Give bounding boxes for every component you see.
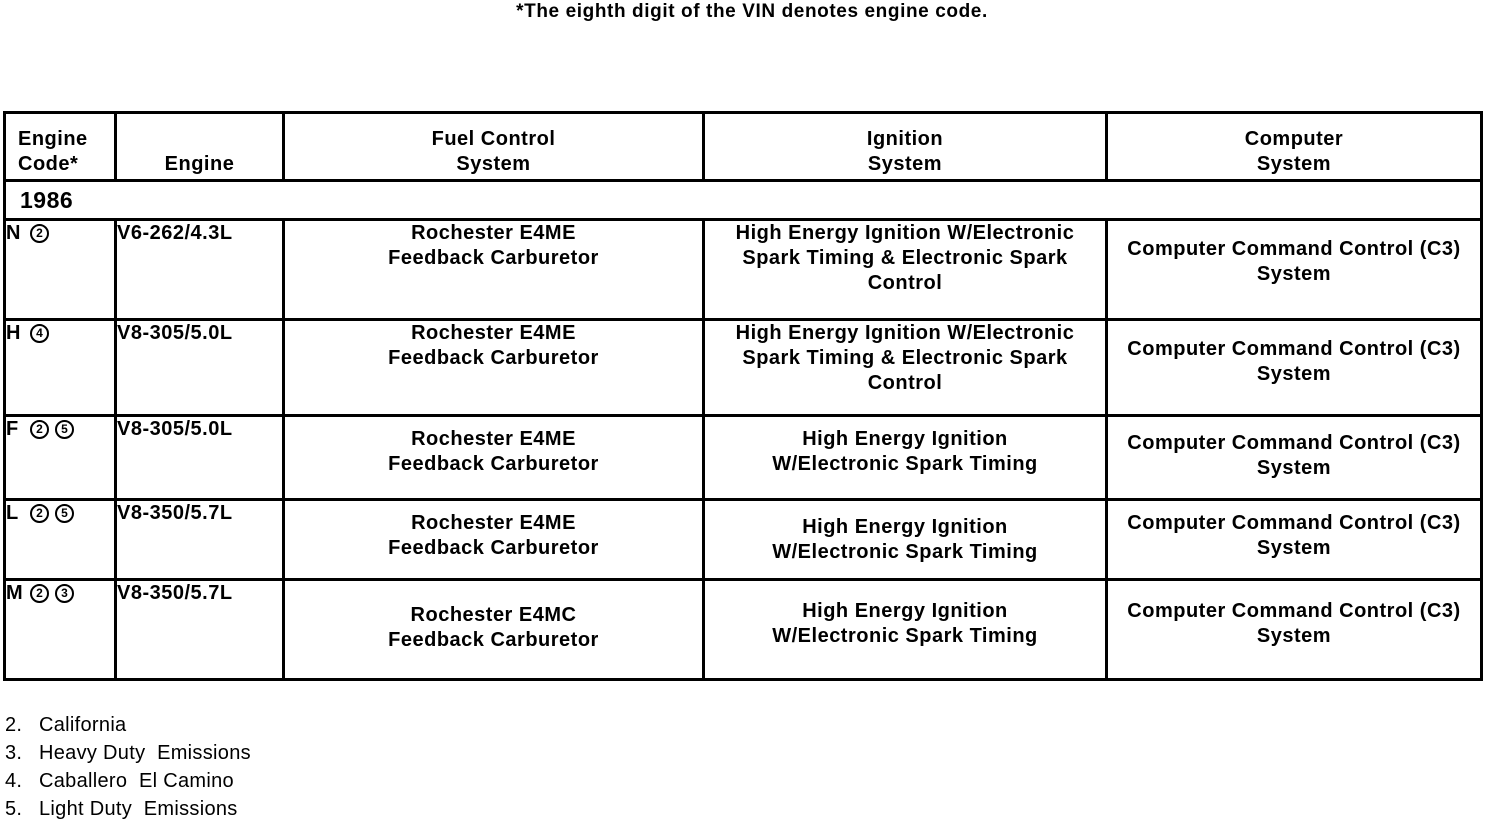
computer-cell-line: System [1256,625,1332,647]
table-row [5,500,1482,580]
ignition-cell-line: W/Electronic Spark Timing [772,453,1038,475]
ignition-cell-line: W/Electronic Spark Timing [772,625,1038,647]
fuel-control-cell-line: Feedback Carburetor [388,453,599,475]
computer-cell-line: Computer Command Control (C3) [1127,512,1461,534]
fuel-control-cell-line: Feedback Carburetor [388,347,599,369]
engine-code-cell [5,416,116,500]
engine-code-cell [5,500,116,580]
ignition-cell-line: Spark Timing & Electronic Spark [742,247,1068,269]
fuel-control-cell-line: Feedback Carburetor [388,629,599,651]
ignition-cell-line: High Energy Ignition W/Electronic [735,322,1075,344]
computer-cell-line: Computer Command Control (C3) [1127,432,1461,454]
engine-code-cell [5,220,116,320]
ignition-cell [704,220,1107,320]
footnote-ref-icon: 3 [55,584,74,603]
table-row [5,220,1482,320]
ignition-cell-line: High Energy Ignition [802,516,1008,538]
header-ignition-line2: System [867,153,943,175]
ignition-cell-line: High Energy Ignition [802,428,1008,450]
engine-code: L [6,502,19,524]
computer-cell [1107,500,1482,580]
engine-code-cell [5,580,116,680]
header-computer-line1: Computer [1244,128,1344,150]
header-engine-code-line1: Engine [18,128,88,150]
ignition-cell-line: Control [867,372,943,394]
footnote-ref-icon: 4 [30,324,49,343]
header-engine [116,113,284,181]
fuel-control-cell [284,220,704,320]
fuel-control-cell-line: Rochester E4ME [411,222,576,244]
footnote-number: 5. [5,798,23,820]
engine-code: N [6,222,21,244]
fuel-control-cell-line: Rochester E4MC [410,604,577,626]
footnote-ref-icon: 2 [30,224,49,243]
footnote-item [5,767,251,795]
vin-note: *The eighth digit of the VIN denotes engine code. [516,1,988,22]
footnote-ref-icon: 2 [30,584,49,603]
engine-code: M [6,582,24,604]
ignition-cell-line: High Energy Ignition [802,600,1008,622]
engine-cell: V8-350/5.7L [116,580,284,680]
fuel-control-cell [284,500,704,580]
header-engine-code [5,113,116,181]
header-fuel-line2: System [456,153,531,175]
computer-cell-line: Computer Command Control (C3) [1127,600,1461,622]
fuel-control-cell [284,416,704,500]
fuel-control-cell-line: Feedback Carburetor [388,247,599,269]
engine-cell: V8-305/5.0L [116,320,284,416]
table-row [5,580,1482,680]
engine-cell: V6-262/4.3L [116,220,284,320]
computer-cell-line: System [1256,457,1332,479]
computer-cell-line: System [1256,263,1332,285]
header-row [5,113,1482,181]
computer-cell-line: System [1256,537,1332,559]
footnote-number: 2. [5,714,23,736]
table-row [5,416,1482,500]
engine-code: F [6,418,19,440]
footnote-text: Light Duty Emissions [39,798,238,820]
footnote-text: Caballero El Camino [39,770,234,792]
footnote-number: 3. [5,742,23,764]
fuel-control-cell-line: Rochester E4ME [411,322,576,344]
engine-spec-table [3,111,1483,681]
year-row [5,181,1482,220]
fuel-control-cell-line: Rochester E4ME [411,428,576,450]
computer-cell [1107,580,1482,680]
engine-cell: V8-350/5.7L [116,500,284,580]
header-fuel-control [284,113,704,181]
footnote-text: California [39,714,127,736]
footnote-ref-icon: 5 [55,420,74,439]
ignition-cell [704,580,1107,680]
fuel-control-cell-line: Rochester E4ME [411,512,576,534]
computer-cell [1107,220,1482,320]
ignition-cell [704,320,1107,416]
header-computer [1107,113,1482,181]
computer-cell-line: Computer Command Control (C3) [1127,338,1461,360]
ignition-cell-line: W/Electronic Spark Timing [772,541,1038,563]
table-row [5,320,1482,416]
engine-code: H [6,322,21,344]
footnote-item [5,795,251,823]
header-fuel-line1: Fuel Control [431,128,556,150]
header-engine-label: Engine [164,153,235,175]
footnote-number: 4. [5,770,23,792]
engine-cell: V8-305/5.0L [116,416,284,500]
ignition-cell [704,500,1107,580]
footnote-ref-icon: 2 [30,420,49,439]
computer-cell [1107,320,1482,416]
computer-cell-line: System [1256,363,1332,385]
header-computer-line2: System [1256,153,1332,175]
header-ignition [704,113,1107,181]
engine-code-cell [5,320,116,416]
ignition-cell [704,416,1107,500]
ignition-cell-line: Control [867,272,943,294]
model-year: 1986 [5,181,1482,220]
fuel-control-cell [284,320,704,416]
footnotes [5,711,251,823]
ignition-cell-line: Spark Timing & Electronic Spark [742,347,1068,369]
footnote-ref-icon: 2 [30,504,49,523]
computer-cell-line: Computer Command Control (C3) [1127,238,1461,260]
footnote-ref-icon: 5 [55,504,74,523]
header-ignition-line1: Ignition [866,128,944,150]
computer-cell [1107,416,1482,500]
ignition-cell-line: High Energy Ignition W/Electronic [735,222,1075,244]
footnote-item [5,739,251,767]
fuel-control-cell [284,580,704,680]
fuel-control-cell-line: Feedback Carburetor [388,537,599,559]
footnote-text: Heavy Duty Emissions [39,742,251,764]
header-engine-code-line2: Code* [18,153,79,175]
footnote-item [5,711,251,739]
